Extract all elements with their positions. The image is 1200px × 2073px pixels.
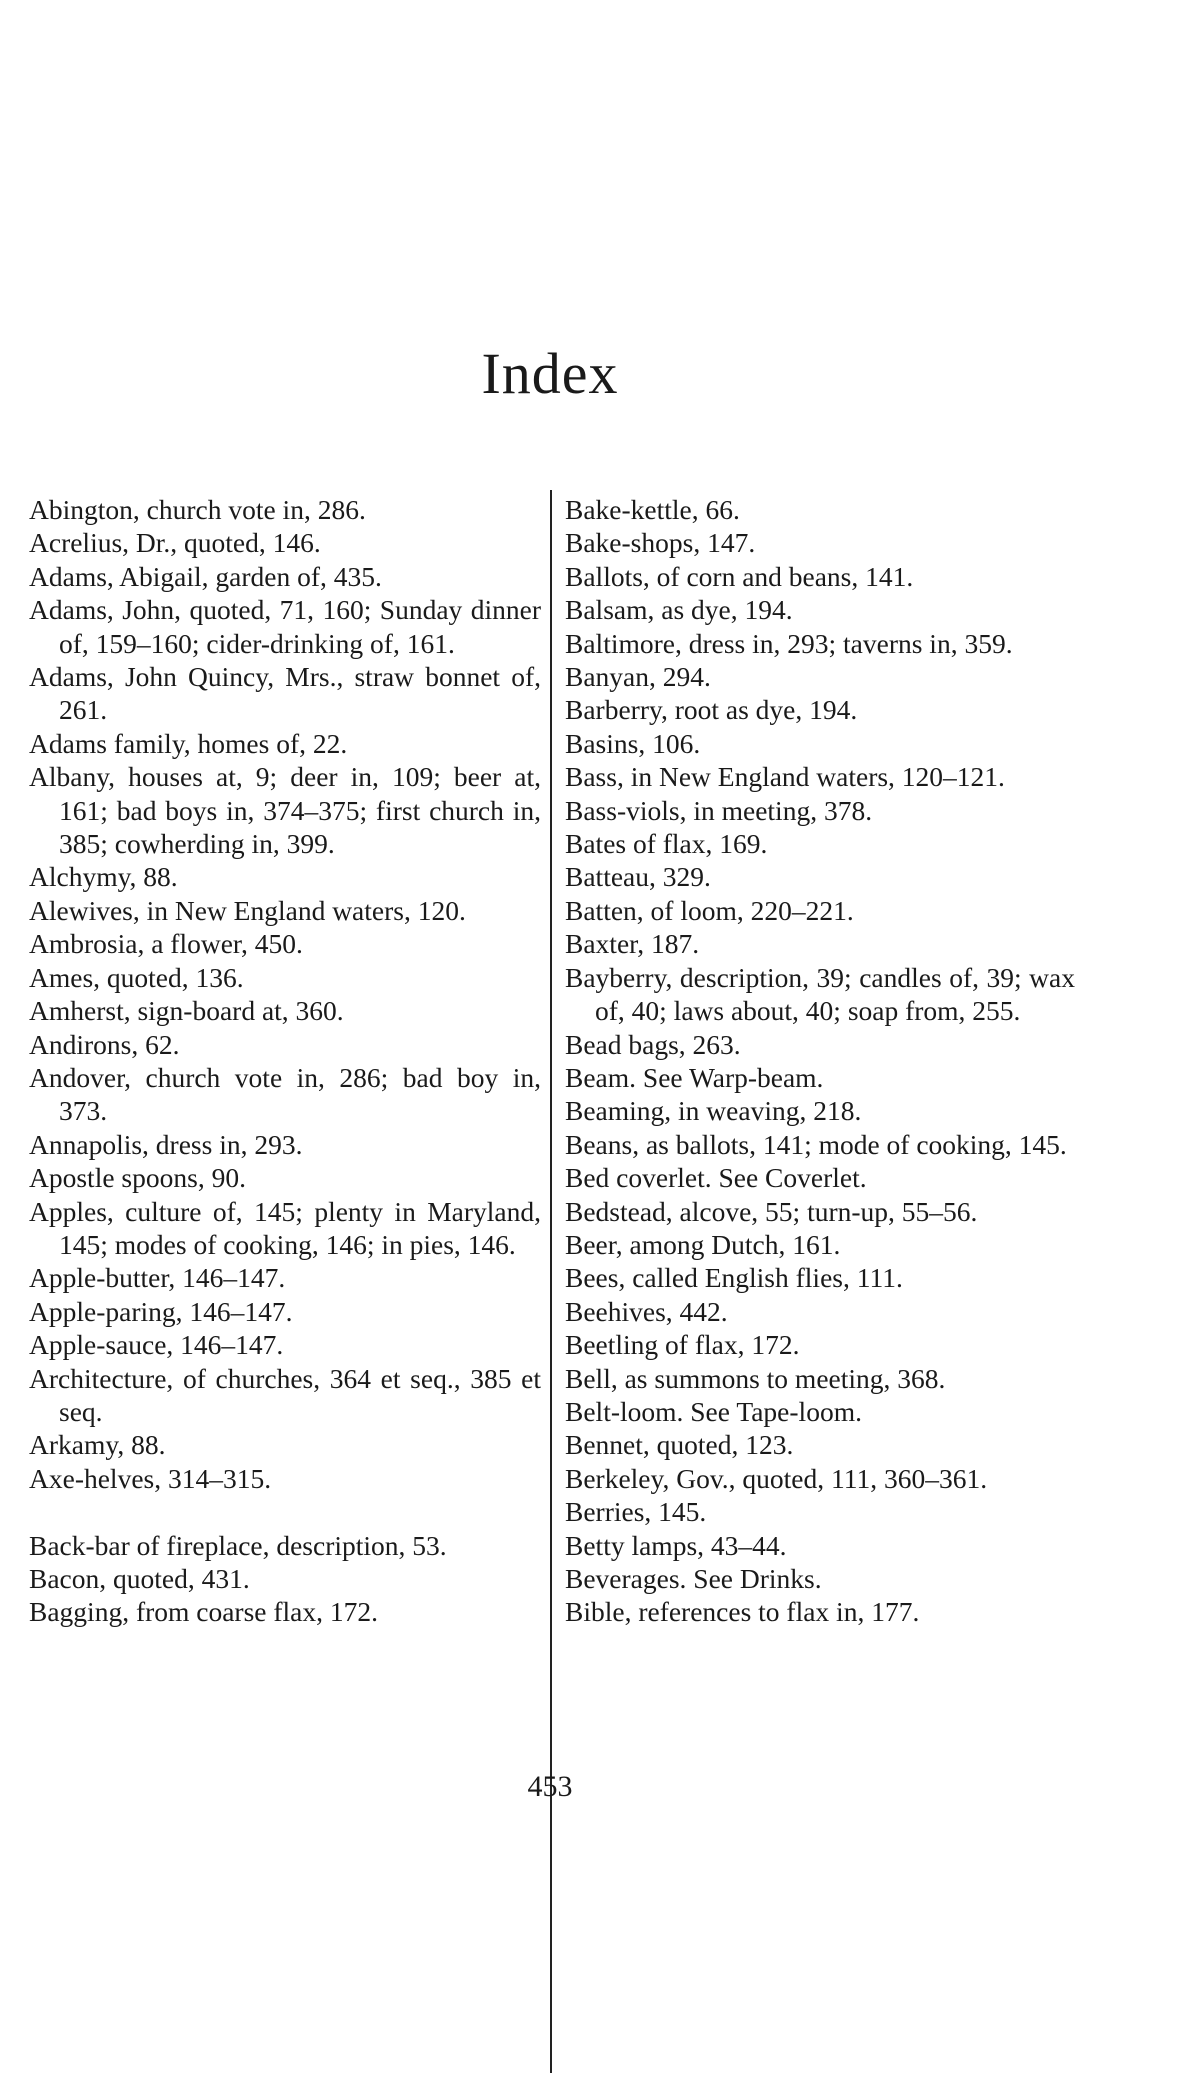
index-entry: Bake-shops, 147. [565,527,756,559]
index-entry: Beer, among Dutch, 161. [565,1228,841,1260]
index-entry: Apples, culture of, 145; plenty in Maryland, 145; modes of cooking, 146; in pies, 146. [29,1195,541,1260]
index-entry: Barberry, root as dye, 194. [565,694,858,726]
index-entry: Apple-sauce, 146–147. [29,1329,284,1361]
index-column-right [565,493,1075,1629]
index-entry: Apple-paring, 146–147. [29,1295,293,1327]
index-entry: Alchymy, 88. [29,861,178,893]
index-entry: Beaming, in weaving, 218. [565,1095,862,1127]
page-title: Index [481,341,619,406]
index-entry: Acrelius, Dr., quoted, 146. [29,527,321,559]
index-entry: Arkamy, 88. [29,1429,166,1461]
index-entry: Baxter, 187. [565,928,700,960]
index-entry: Berries, 145. [565,1496,707,1528]
index-entry: Amherst, sign-board at, 360. [29,995,344,1027]
index-entry: Architecture, of churches, 364 et seq., 385 et seq. [29,1362,541,1427]
index-entry: Bacon, quoted, 431. [29,1562,250,1594]
index-entry: Batten, of loom, 220–221. [565,894,854,926]
index-entry: Beans, as ballots, 141; mode of cooking, 145. [565,1128,1067,1160]
index-entry: Bed coverlet. See Coverlet. [565,1162,867,1194]
index-entry: Beehives, 442. [565,1295,728,1327]
index-entry: Beetling of flax, 172. [565,1329,800,1361]
index-entry: Belt-loom. See Tape-loom. [565,1395,862,1427]
index-entry: Bead bags, 263. [565,1028,741,1060]
index-entry: Bass, in New England waters, 120–121. [565,761,1005,793]
index-column-left [29,493,541,1629]
index-entry: Basins, 106. [565,727,701,759]
index-entry: Baltimore, dress in, 293; taverns in, 359. [565,627,1013,659]
index-entry: Adams, John, quoted, 71, 160; Sunday dinner of, 159–160; cider-drinking of, 161. [29,594,541,659]
index-entry: Bagging, from coarse flax, 172. [29,1596,379,1628]
index-entry: Beam. See Warp-beam. [565,1061,824,1093]
index-entry: Ames, quoted, 136. [29,961,244,993]
index-entry: Apostle spoons, 90. [29,1162,246,1194]
index-entry: Banyan, 294. [565,661,711,693]
index-entry: Adams family, homes of, 22. [29,727,348,759]
index-entry: Adams, John Quincy, Mrs., straw bonnet of, 261. [29,661,541,726]
index-entry: Ambrosia, a flower, 450. [29,928,303,960]
index-entry: Batteau, 329. [565,861,711,893]
index-entry: Bennet, quoted, 123. [565,1429,794,1461]
index-entry: Back-bar of fireplace, description, 53. [29,1529,447,1561]
index-entry: Betty lamps, 43–44. [565,1529,787,1561]
index-entry: Bake-kettle, 66. [565,494,740,525]
index-entry: Bell, as summons to meeting, 368. [565,1362,946,1394]
index-entry: Alewives, in New England waters, 120. [29,894,466,926]
index-entry: Annapolis, dress in, 293. [29,1128,303,1160]
index-entry: Beverages. See Drinks. [565,1563,822,1594]
index-entry: Bates of flax, 169. [565,828,768,860]
index-entry [29,1495,541,1528]
index-entry: Berkeley, Gov., quoted, 111, 360–361. [565,1462,988,1494]
index-entry: Albany, houses at, 9; deer in, 109; beer at, 161; bad boys in, 374–375; first church in, 385; cowherding in, 399. [29,761,541,860]
index-entry: Apple-butter, 146–147. [29,1262,286,1294]
index-entry: Abington, church vote in, 286. [29,494,366,525]
index-entry: Adams, Abigail, garden of, 435. [29,560,382,592]
index-entry: Bass-viols, in meeting, 378. [565,794,873,826]
index-entry: Bees, called English flies, 111. [565,1262,903,1294]
index-entry: Axe-helves, 314–315. [29,1462,272,1494]
index-entry: Ballots, of corn and beans, 141. [565,560,914,592]
index-entry: Bible, references to flax in, 177. [565,1596,920,1628]
page-number: 453 [527,1770,573,1803]
index-entry: Andirons, 62. [29,1028,180,1060]
index-entry: Balsam, as dye, 194. [565,594,793,626]
column-divider [550,490,552,2073]
index-entry: Bayberry, description, 39; candles of, 39; wax of, 40; laws about, 40; soap from, 255. [565,961,1075,1027]
index-entry: Andover, church vote in, 286; bad boy in, 373. [29,1061,541,1127]
index-entry: Bedstead, alcove, 55; turn-up, 55–56. [565,1195,978,1227]
